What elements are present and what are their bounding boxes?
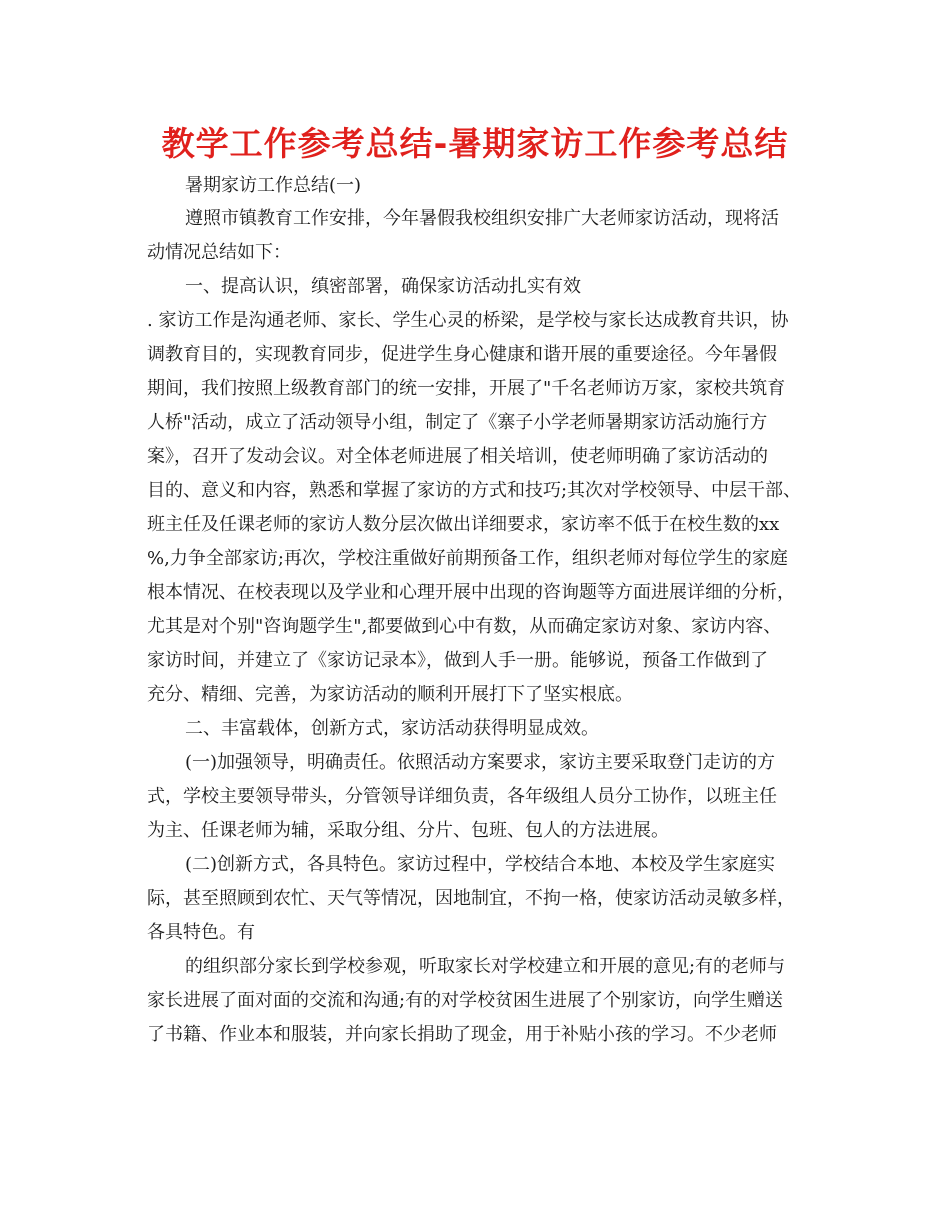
section-heading: 暑期家访工作总结(一) — [185, 175, 362, 196]
section-heading: 二、丰富载体，创新方式，家访活动获得明显成效。 — [185, 718, 599, 739]
document-title: 教学工作参考总结-暑期家访工作参考总结 — [161, 124, 789, 163]
paragraph-line: 家访时间，并建立了《家访记录本》，做到人手一册。能够说，预备工作做到了 — [147, 650, 768, 671]
paragraph-line: 根本情况、在校表现以及学业和心理开展中出现的咨询题等方面进展详细的分析， — [147, 582, 795, 603]
paragraph-line: 充分、精细、完善，为家访活动的顺利开展打下了坚实根底。 — [147, 684, 633, 705]
paragraph-line: 的组织部分家长到学校参观，听取家长对学校建立和开展的意见;有的老师与 — [185, 956, 786, 977]
paragraph-line: . 家访工作是沟通老师、家长、学生心灵的桥梁，是学校与家长达成教育共识，协 — [147, 310, 789, 331]
paragraph-line: 际，甚至照顾到农忙、天气等情况，因地制宜，不拘一格，使家访活动灵敏多样， — [147, 888, 795, 909]
paragraph-line: 案》，召开了发动会议。对全体老师进展了相关培训，使老师明确了家访活动的 — [147, 446, 768, 467]
section-heading: 一、提高认识，缜密部署，确保家访活动扎实有效 — [185, 276, 581, 297]
paragraph-line: (一)加强领导，明确责任。依照活动方案要求，家访主要采取登门走访的方 — [185, 752, 776, 773]
paragraph-line: 动情况总结如下： — [147, 242, 291, 263]
paragraph-line: 为主、任课老师为辅，采取分组、分片、包班、包人的方法进展。 — [147, 820, 669, 841]
paragraph-line: 了书籍、作业本和服装，并向家长捐助了现金，用于补贴小孩的学习。不少老师 — [147, 1024, 777, 1045]
paragraph-line: 班主任及任课老师的家访人数分层次做出详细要求，家访率不低于在校生数的xx — [147, 514, 780, 535]
paragraph-line: 式，学校主要领导带头，分管领导详细负责，各年级组人员分工协作，以班主任 — [147, 786, 777, 807]
paragraph-line: 各具特色。有 — [147, 922, 255, 943]
paragraph-line: 家长进展了面对面的交流和沟通;有的对学校贫困生进展了个别家访，向学生赠送 — [147, 990, 784, 1011]
paragraph-line: 人桥"活动，成立了活动领导小组，制定了《寨子小学老师暑期家访活动施行方 — [147, 412, 768, 433]
paragraph-line: 目的、意义和内容，熟悉和掌握了家访的方式和技巧;其次对学校领导、中层干部、 — [147, 480, 802, 501]
paragraph-line: 调教育目的，实现教育同步，促进学生身心健康和谐开展的重要途径。今年暑假 — [147, 344, 777, 365]
paragraph-line: 期间，我们按照上级教育部门的统一安排，开展了"千名老师访万家，家校共筑育 — [147, 378, 786, 399]
paragraph-line: 遵照市镇教育工作安排，今年暑假我校组织安排广大老师家访活动，现将活 — [185, 208, 779, 229]
paragraph-line: 尤其是对个别"咨询题学生",都要做到心中有数，从而确定家访对象、家访内容、 — [147, 616, 782, 637]
paragraph-line: (二)创新方式，各具特色。家访过程中，学校结合本地、本校及学生家庭实 — [185, 854, 776, 875]
paragraph-line: %,力争全部家访;再次，学校注重做好前期预备工作，组织老师对每位学生的家庭 — [147, 548, 788, 569]
